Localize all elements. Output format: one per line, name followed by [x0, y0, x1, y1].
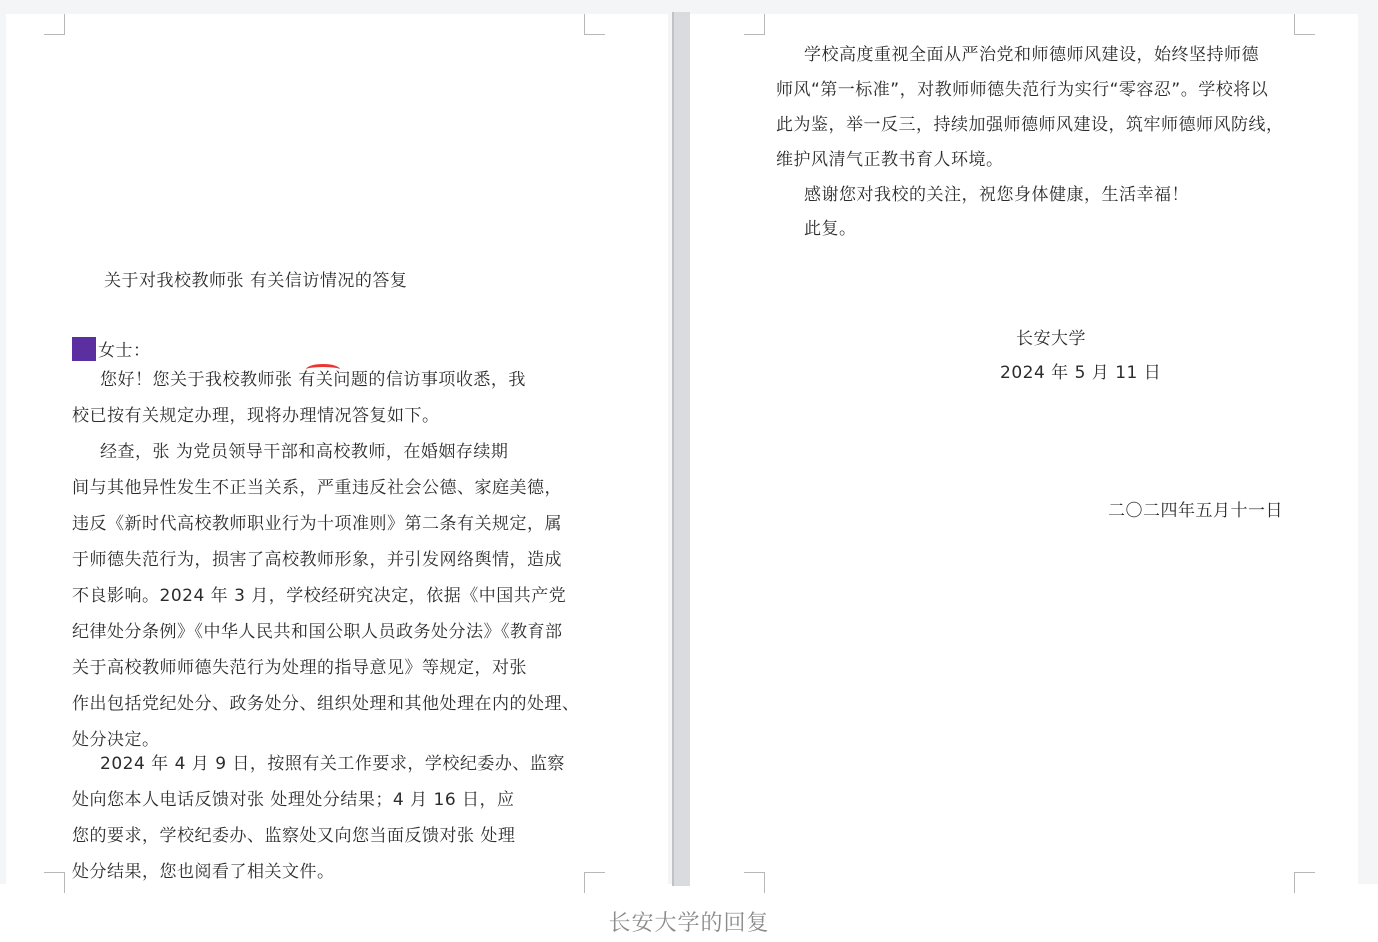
- signature-date: 2024 年 5 月 11 日: [1000, 363, 1162, 383]
- paragraph-line: 关于高校教师师德失范行为处理的指导意见》等规定，对张: [72, 658, 527, 678]
- paragraph-line: 感谢您对我校的关注，祝您身体健康，生活幸福！: [804, 185, 1189, 205]
- document-title: 关于对我校教师张 有关信访情况的答复: [104, 271, 408, 291]
- signature: 长安大学: [1016, 329, 1086, 349]
- paragraph-4: [776, 38, 1316, 178]
- paragraph-line: 维护风清气正教书育人环境。: [776, 150, 1004, 170]
- margin-corner-mark: [1294, 872, 1315, 893]
- document-page-right: [690, 14, 1358, 884]
- paragraph-1: [72, 362, 592, 434]
- paragraph-line: 学校高度重视全面从严治党和师德师风建设，始终坚持师德: [804, 45, 1259, 65]
- margin-corner-mark: [44, 14, 65, 35]
- margin-corner-mark: [44, 872, 65, 893]
- redaction-box: [72, 337, 96, 361]
- paragraph-line: 师风“第一标准”，对教师师德失范行为实行“零容忍”。学校将以: [776, 80, 1269, 100]
- paragraph-line: 2024 年 4 月 9 日，按照有关工作要求，学校纪委办、监察: [100, 754, 565, 774]
- paragraph-line: 作出包括党纪处分、政务处分、组织处理和其他处理在内的处理、: [72, 694, 580, 714]
- paragraph-3: [72, 746, 592, 890]
- paragraph-line: 违反《新时代高校教师职业行为十项准则》第二条有关规定，属: [72, 514, 562, 534]
- paragraph-line: 处分结果，您也阅看了相关文件。: [72, 862, 335, 882]
- margin-corner-mark: [744, 14, 765, 35]
- paragraph-5: [776, 178, 1316, 213]
- paragraph-line: 于师德失范行为，损害了高校教师形象，并引发网络舆情，造成: [72, 550, 562, 570]
- paragraph-line: 经查，张 为党员领导干部和高校教师，在婚姻存续期: [100, 442, 509, 462]
- signature-date-chinese: 二〇二四年五月十一日: [1108, 501, 1283, 521]
- document-page-left: [6, 14, 668, 884]
- margin-corner-mark: [744, 872, 765, 893]
- margin-corner-mark: [1294, 14, 1315, 35]
- paragraph-line: 不良影响。2024 年 3 月，学校经研究决定，依据《中国共产党: [72, 586, 567, 606]
- paragraph-line: 间与其他异性发生不正当关系，严重违反社会公德、家庭美德，: [72, 478, 562, 498]
- margin-corner-mark: [584, 14, 605, 35]
- image-caption: 长安大学的回复: [608, 911, 770, 936]
- paragraph-line: 此为鉴，举一反三，持续加强师德师风建设，筑牢师德师风防线，: [776, 115, 1284, 135]
- paragraph-2: [72, 434, 592, 758]
- paragraph-line: 处分决定。: [72, 730, 160, 750]
- salutation: [72, 336, 151, 361]
- paragraph-line: 校已按有关规定办理，现将办理情况答复如下。: [72, 406, 440, 426]
- paragraph-line: 处向您本人电话反馈对张 处理处分结果；4 月 16 日，应: [72, 790, 515, 810]
- page-gutter: [672, 12, 690, 886]
- paragraph-line: 您的要求，学校纪委办、监察处又向您当面反馈对张 处理: [72, 826, 516, 846]
- paragraph-line: 纪律处分条例》《中华人民共和国公职人员政务处分法》《教育部: [72, 622, 563, 642]
- paragraph-line: 您好！您关于我校教师张 有关问题的信访事项收悉，我: [100, 370, 526, 390]
- paragraph-line: 此复。: [804, 219, 857, 239]
- paragraph-6: [776, 212, 1316, 247]
- salutation-text: 女士：: [98, 341, 151, 361]
